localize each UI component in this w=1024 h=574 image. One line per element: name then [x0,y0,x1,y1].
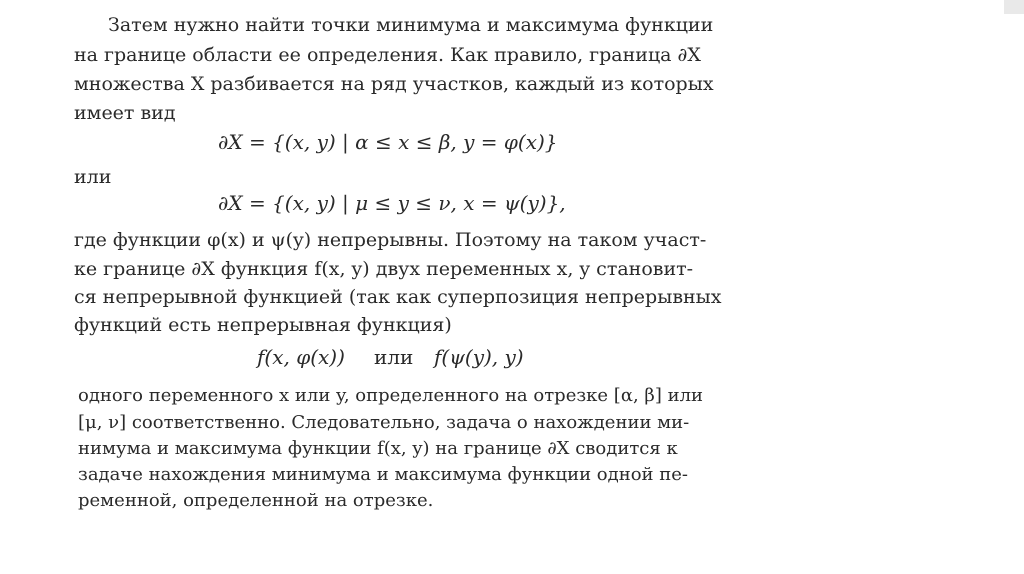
paragraph3-line4: задаче нахождения минимума и максимума функции одной пе- [78,464,689,485]
formula-boundary-y: ∂X = {(x, y) | μ ≤ y ≤ ν, x = ψ(y)}, [218,191,566,215]
paragraph3-line2: [μ, ν] соответственно. Следовательно, задача о нахождении ми- [78,412,690,433]
paragraph1-line4: имеет вид [74,102,176,124]
paragraph1-line3: множества X разбивается на ряд участков, каждый из которых [74,73,714,95]
formula-composition-or: или [374,345,414,369]
paragraph3-line5: ременной, определенной на отрезке. [78,490,434,511]
paragraph2-line3: ся непрерывной функцией (так как суперпозиция непрерывных [74,286,722,308]
paragraph2-line1: где функции φ(x) и ψ(y) непрерывны. Поэтому на таком участ- [74,229,707,251]
paragraph1-line2: на границе области ее определения. Как правило, граница ∂X [74,44,701,66]
formula-composition-right: f(ψ(y), y) [434,345,524,369]
paragraph3-line1: одного переменного x или y, определенного на отрезке [α, β] или [78,385,703,406]
corner-mark [1004,0,1024,14]
formula-boundary-x: ∂X = {(x, y) | α ≤ x ≤ β, y = φ(x)} [218,130,558,154]
paragraph2-line2: ке границе ∂X функция f(x, y) двух переменных x, y становит- [74,258,694,280]
formula-composition-left: f(x, φ(x)) [257,345,345,369]
paragraph3-line3: нимума и максимума функции f(x, y) на границе ∂X сводится к [78,438,678,459]
paragraph1-line1: Затем нужно найти точки минимума и максимума функции [108,14,714,36]
connector-or: или [74,166,112,188]
paragraph2-line4: функций есть непрерывная функция) [74,314,452,336]
